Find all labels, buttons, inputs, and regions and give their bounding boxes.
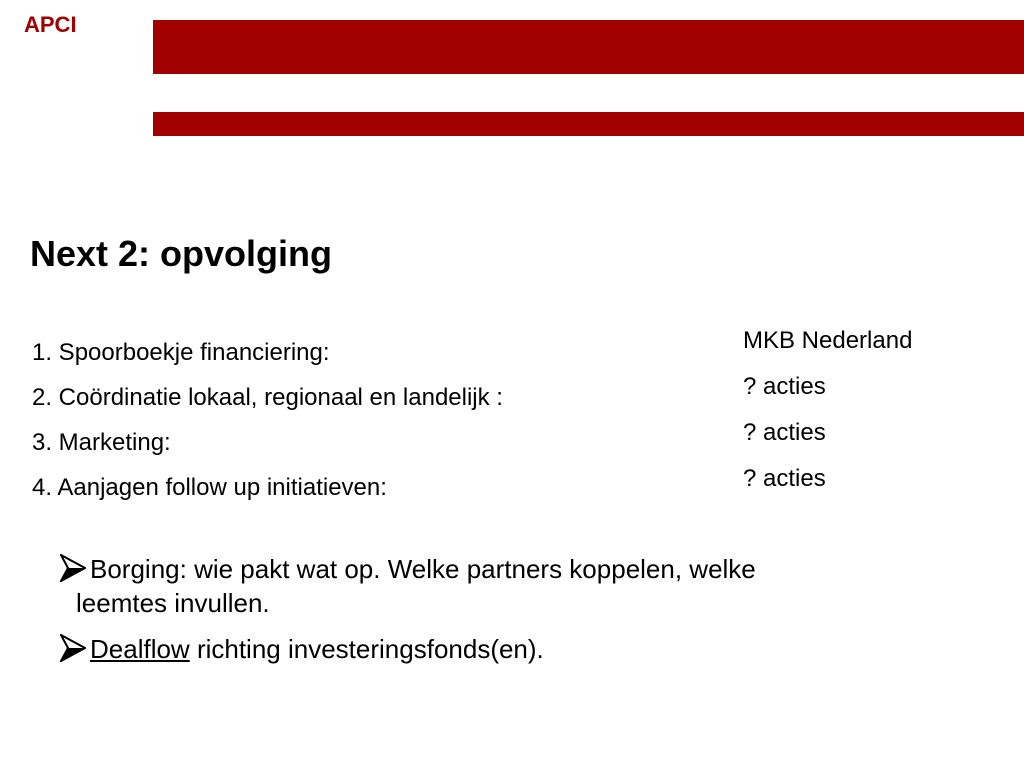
bullet-item-borging <box>60 552 960 620</box>
list-item: 4. Aanjagen follow up initiatieven: <box>32 474 387 501</box>
bullet-item-dealflow <box>60 632 960 666</box>
arrow-bullet-icon <box>60 554 86 582</box>
column-header: MKB Nederland <box>743 327 913 354</box>
slide-title: Next 2: opvolging <box>30 233 333 274</box>
header-bar-bottom <box>153 112 1024 136</box>
right-column <box>743 318 912 502</box>
bullet-text-continued: leemtes invullen. <box>76 588 270 618</box>
dealflow-link[interactable]: Dealflow <box>90 634 190 664</box>
column-item: ? acties <box>743 465 826 492</box>
bullet-text: Borging: wie pakt wat op. Welke partners koppelen, welke <box>90 554 756 584</box>
list-item: 2. Coördinatie lokaal, regionaal en landelijk : <box>32 384 503 411</box>
column-item: ? acties <box>743 373 826 400</box>
numbered-list <box>32 330 503 510</box>
apci-logo: APCI <box>24 12 77 37</box>
column-item: ? acties <box>743 419 826 446</box>
bullet-text: richting investeringsfonds(en). <box>189 634 544 664</box>
list-item: 1. Spoorboekje financiering: <box>32 339 330 366</box>
bullet-list <box>60 552 960 678</box>
header-bar-top <box>153 20 1024 74</box>
arrow-bullet-icon <box>60 634 86 662</box>
list-item: 3. Marketing: <box>32 429 171 456</box>
